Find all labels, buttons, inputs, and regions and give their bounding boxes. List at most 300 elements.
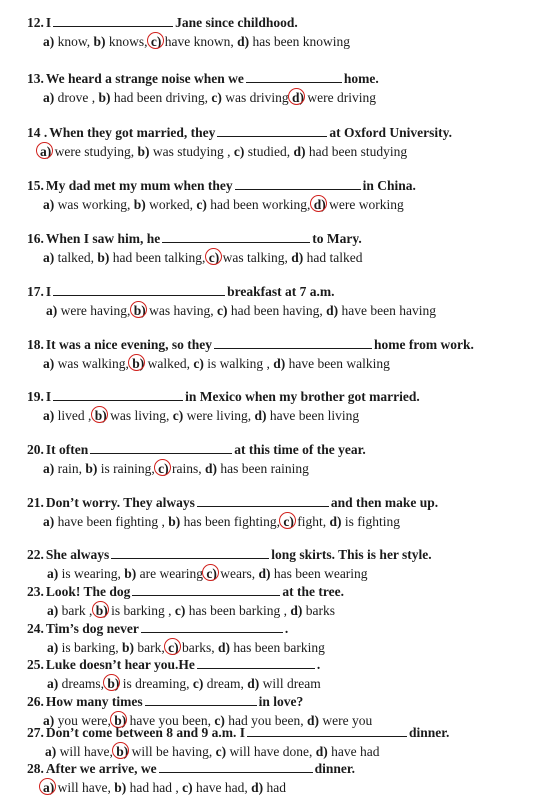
answer-blank [159, 760, 313, 773]
option-text: is fighting [344, 514, 400, 529]
answer-option [43, 461, 82, 476]
question-item [0, 336, 548, 372]
option-text: wears, [220, 566, 256, 581]
question-number: 17. [27, 284, 44, 299]
question-number: 28. [27, 761, 44, 776]
answer-option [43, 34, 90, 49]
answer-option-selected [116, 744, 212, 759]
answer-option-selected [283, 514, 326, 529]
option-text: has been barking [233, 640, 325, 655]
question-item [0, 620, 548, 656]
option-letter: b) [122, 640, 135, 655]
answer-options [43, 90, 548, 106]
question-text-before-blank: After we arrive, we [45, 761, 157, 776]
answer-option [273, 356, 390, 371]
option-letter: d) [329, 514, 342, 529]
option-letter: d) [306, 713, 319, 728]
answer-option [217, 303, 323, 318]
question-text-after-blank: home. [343, 71, 379, 86]
question-text-before-blank: It often [45, 442, 89, 457]
answer-option-selected [107, 676, 189, 691]
question-stem [27, 124, 548, 141]
option-letter: b) [97, 250, 110, 265]
question-stem [27, 494, 548, 511]
answer-option-selected [158, 461, 202, 476]
question-text-before-blank: Don’t worry. They always [45, 495, 195, 510]
question-stem [27, 283, 548, 300]
option-letter: c) [174, 603, 186, 618]
answer-option [47, 603, 92, 618]
answer-blank [111, 546, 269, 559]
option-text: rains, [172, 461, 202, 476]
question-text-after-blank: to Mary. [312, 231, 362, 246]
answer-option [85, 461, 154, 476]
answer-option-selected [132, 356, 190, 371]
answer-option [294, 144, 408, 159]
answer-options [43, 197, 548, 213]
answer-blank [246, 70, 342, 83]
question-text-after-blank: breakfast at 7 a.m. [227, 284, 335, 299]
question-text-before-blank: Don’t come between 8 and 9 a.m. I [45, 725, 245, 740]
option-text: dreams, [61, 676, 104, 691]
option-text: has been wearing [273, 566, 368, 581]
option-letter: a) [47, 676, 59, 691]
answer-option [175, 603, 287, 618]
answer-option [218, 640, 325, 655]
question-number: 12. [27, 15, 44, 30]
question-number: 25. [27, 657, 44, 672]
answer-option-selected [314, 197, 404, 212]
answer-blank [197, 656, 315, 669]
option-letter: d) [254, 408, 267, 423]
answer-option [290, 603, 335, 618]
question-number: 22. [27, 547, 44, 562]
question-text-before-blank: We heard a strange noise when we [45, 71, 244, 86]
question-number: 26. [27, 694, 44, 709]
question-text-before-blank: My dad met my mum when they [45, 178, 233, 193]
answer-option [291, 250, 362, 265]
option-text: barks [305, 603, 335, 618]
question-number: 15. [27, 178, 44, 193]
answer-options [43, 250, 548, 266]
answer-options [43, 514, 548, 530]
option-letter: d) [251, 780, 264, 795]
option-letter: d) [290, 603, 303, 618]
option-text: drove , [57, 90, 96, 105]
option-text: barks, [182, 640, 215, 655]
question-text-before-blank: When they got married, they [49, 125, 216, 140]
option-text: have known, [164, 34, 234, 49]
question-text-before-blank: It was a nice evening, so they [45, 337, 212, 352]
answer-option [43, 197, 130, 212]
option-text: is raining, [100, 461, 155, 476]
option-text: had been talking, [112, 250, 206, 265]
answer-blank [53, 14, 173, 27]
answer-option [173, 408, 251, 423]
question-number: 14 . [27, 125, 48, 140]
option-letter: b) [168, 514, 181, 529]
question-text-after-blank: at the tree. [282, 584, 344, 599]
answer-options [43, 34, 548, 50]
circled-option-letter: b) [133, 303, 146, 318]
answer-blank [132, 583, 280, 596]
option-letter: a) [43, 356, 55, 371]
answer-options [40, 144, 548, 160]
answer-option [43, 514, 165, 529]
answer-options [45, 744, 548, 760]
option-text: knows, [108, 34, 148, 49]
question-item [0, 177, 548, 213]
answer-option [45, 744, 113, 759]
option-text: will be having, [131, 744, 213, 759]
question-stem [27, 177, 548, 194]
answer-option [196, 197, 310, 212]
question-stem [27, 441, 548, 458]
option-text: talked, [57, 250, 94, 265]
option-letter: d) [293, 144, 306, 159]
question-text-after-blank: at Oxford University. [329, 125, 452, 140]
circled-option-letter: b) [94, 408, 107, 423]
answer-options [46, 303, 548, 319]
circled-option-letter: b) [116, 744, 129, 759]
option-text: have you been, [129, 713, 211, 728]
question-text-after-blank: and then make up. [330, 495, 439, 510]
option-letter: c) [214, 713, 225, 728]
answer-option [137, 144, 230, 159]
answer-option [43, 90, 95, 105]
option-letter: d) [205, 461, 218, 476]
question-number: 18. [27, 337, 44, 352]
question-text-after-blank: long skirts. This is her style. [271, 547, 432, 562]
answer-option [326, 303, 436, 318]
answer-option [43, 250, 94, 265]
option-text: bark , [61, 603, 93, 618]
answer-option [47, 676, 104, 691]
option-letter: b) [98, 90, 111, 105]
question-item [0, 283, 548, 319]
question-item [0, 546, 548, 582]
option-text: were having, [60, 303, 131, 318]
question-stem [27, 656, 548, 673]
answer-option-selected [40, 144, 134, 159]
answer-option [258, 566, 367, 581]
question-number: 23. [27, 584, 44, 599]
option-text: have had, [196, 780, 248, 795]
option-text: has been barking , [188, 603, 287, 618]
option-letter: b) [93, 34, 106, 49]
option-text: had had , [129, 780, 179, 795]
question-number: 20. [27, 442, 44, 457]
option-letter: d) [315, 744, 328, 759]
question-stem [27, 336, 548, 353]
option-text: worked, [149, 197, 194, 212]
option-letter: d) [258, 566, 271, 581]
option-text: will have, [57, 780, 111, 795]
option-text: is dreaming, [122, 676, 190, 691]
option-letter: a) [43, 197, 55, 212]
answer-option [237, 34, 350, 49]
question-number: 13. [27, 71, 44, 86]
circled-option-letter: c) [283, 514, 294, 529]
answer-option [216, 744, 313, 759]
answer-blank [217, 124, 327, 137]
answer-options [43, 356, 548, 372]
question-stem [27, 583, 548, 600]
answer-option-selected [96, 603, 172, 618]
option-letter: a) [47, 566, 59, 581]
answer-option [47, 640, 119, 655]
answer-option [47, 566, 121, 581]
option-letter: a) [43, 34, 55, 49]
answer-blank [197, 494, 329, 507]
option-text: was driving [225, 90, 289, 105]
answer-blank [141, 620, 283, 633]
option-text: has been fighting, [183, 514, 280, 529]
answer-option [43, 356, 129, 371]
answer-option [134, 197, 193, 212]
option-letter: d) [218, 640, 231, 655]
answer-options [43, 408, 548, 424]
circled-option-letter: d) [313, 197, 326, 212]
option-letter: c) [211, 90, 222, 105]
answer-option [99, 90, 209, 105]
option-text: lived , [57, 408, 92, 423]
answer-blank [53, 283, 225, 296]
option-letter: d) [291, 250, 304, 265]
option-text: were living, [186, 408, 252, 423]
question-stem [27, 620, 548, 637]
option-letter: b) [114, 780, 127, 795]
question-number: 19. [27, 389, 44, 404]
question-number: 24. [27, 621, 44, 636]
answer-option [193, 356, 270, 371]
option-letter: c) [196, 197, 207, 212]
option-letter: a) [47, 640, 59, 655]
option-text: will dream [262, 676, 321, 691]
option-letter: c) [172, 408, 184, 423]
question-text-after-blank: dinner. [314, 761, 355, 776]
question-text-after-blank: in Mexico when my brother got married. [185, 389, 420, 404]
option-letter: a) [43, 461, 55, 476]
answer-blank [162, 230, 310, 243]
question-text-before-blank: She always [45, 547, 110, 562]
option-text: were driving [307, 90, 376, 105]
option-letter: b) [124, 566, 137, 581]
option-text: were you [322, 713, 373, 728]
circled-option-letter: b) [132, 356, 145, 371]
answer-option [193, 676, 244, 691]
option-text: walked, [147, 356, 190, 371]
question-text-after-blank: . [284, 621, 289, 636]
option-text: is barking, [61, 640, 119, 655]
answer-options [47, 676, 548, 692]
option-text: have been fighting , [57, 514, 165, 529]
question-stem [27, 724, 548, 741]
option-text: was having, [149, 303, 214, 318]
option-letter: c) [217, 303, 228, 318]
option-text: had been driving, [113, 90, 208, 105]
option-letter: c) [215, 744, 227, 759]
question-item [0, 583, 548, 619]
question-text-after-blank: dinner. [408, 725, 450, 740]
answer-blank [145, 693, 257, 706]
question-text-before-blank: I [45, 389, 52, 404]
circled-option-letter: b) [95, 603, 108, 618]
option-letter: c) [182, 780, 193, 795]
answer-blank [235, 177, 361, 190]
option-text: have been living [269, 408, 360, 423]
answer-blank [214, 336, 372, 349]
answer-option [168, 514, 280, 529]
option-text: was studying , [152, 144, 231, 159]
circled-option-letter: a) [40, 144, 52, 159]
answer-options [43, 780, 548, 796]
circled-option-letter: c) [206, 566, 217, 581]
answer-option [316, 744, 380, 759]
option-letter: a) [43, 250, 55, 265]
circled-option-letter: d) [292, 90, 305, 105]
answer-option-selected [206, 566, 255, 581]
option-text: were working [329, 197, 404, 212]
question-stem [27, 230, 548, 247]
option-letter: d) [326, 303, 339, 318]
question-text-before-blank: I [45, 284, 52, 299]
answer-option [124, 566, 203, 581]
question-number: 16. [27, 231, 44, 246]
question-stem [27, 70, 548, 87]
option-text: fight, [297, 514, 327, 529]
question-stem [27, 14, 548, 31]
question-stem [27, 388, 548, 405]
option-letter: d) [273, 356, 286, 371]
option-letter: b) [133, 197, 146, 212]
answer-option-selected [292, 90, 376, 105]
answer-option [234, 144, 290, 159]
answer-option [247, 676, 321, 691]
option-text: has been raining [220, 461, 309, 476]
question-text-after-blank: home from work. [374, 337, 474, 352]
question-item [0, 441, 548, 477]
question-stem [27, 760, 548, 777]
option-text: have been walking [288, 356, 390, 371]
option-text: will have done, [229, 744, 313, 759]
option-text: have been having [341, 303, 436, 318]
question-stem [27, 693, 548, 710]
option-letter: b) [137, 144, 150, 159]
option-text: you were, [57, 713, 111, 728]
question-text-before-blank: When I saw him, he [45, 231, 161, 246]
question-text-after-blank: in love? [258, 694, 304, 709]
answer-blank [247, 724, 407, 737]
question-stem [27, 546, 548, 563]
answer-option-selected [168, 640, 215, 655]
answer-option-selected [151, 34, 234, 49]
option-letter: c) [233, 144, 245, 159]
option-letter: c) [193, 356, 204, 371]
answer-option [205, 461, 309, 476]
option-text: had been working, [210, 197, 311, 212]
option-text: has been knowing [252, 34, 351, 49]
option-letter: a) [47, 603, 59, 618]
option-text: studied, [247, 144, 291, 159]
question-text-before-blank: Luke doesn’t hear you.He [45, 657, 195, 672]
answer-option [97, 250, 205, 265]
question-text-after-blank: Jane since childhood. [175, 15, 298, 30]
circled-option-letter: c) [208, 250, 220, 265]
question-text-before-blank: Tim’s dog never [45, 621, 139, 636]
circled-option-letter: c) [150, 34, 162, 49]
answer-option-selected [134, 303, 214, 318]
question-text-before-blank: How many times [45, 694, 143, 709]
option-text: is barking , [111, 603, 172, 618]
answer-option-selected [95, 408, 170, 423]
circled-option-letter: b) [114, 713, 127, 728]
option-text: are wearing [139, 566, 203, 581]
option-text: was living, [110, 408, 170, 423]
option-text: had talked [306, 250, 363, 265]
answer-option [329, 514, 400, 529]
option-text: have had [331, 744, 380, 759]
option-text: were studying, [54, 144, 135, 159]
option-letter: c) [192, 676, 204, 691]
question-item [0, 724, 548, 760]
question-item [0, 124, 548, 160]
answer-option [94, 34, 148, 49]
option-text: was talking, [222, 250, 288, 265]
question-text-before-blank: Look! The dog [45, 584, 131, 599]
answer-options [47, 566, 548, 582]
question-item [0, 70, 548, 106]
option-letter: a) [43, 713, 55, 728]
question-text-after-blank: . [316, 657, 321, 672]
option-letter: b) [85, 461, 98, 476]
answer-option [43, 408, 91, 423]
option-letter: a) [46, 303, 58, 318]
question-text-after-blank: in China. [362, 178, 416, 193]
option-letter: d) [247, 676, 260, 691]
answer-options [47, 640, 548, 656]
question-item [0, 14, 548, 50]
question-text-after-blank: at this time of the year. [234, 442, 366, 457]
option-letter: a) [43, 408, 55, 423]
answer-options [47, 603, 548, 619]
answer-option [122, 640, 165, 655]
question-number: 21. [27, 495, 44, 510]
option-text: know, [57, 34, 91, 49]
option-letter: a) [43, 514, 55, 529]
circled-option-letter: a) [43, 780, 55, 795]
option-letter: a) [43, 90, 55, 105]
option-text: had [266, 780, 286, 795]
option-text: will have, [59, 744, 113, 759]
option-letter: d) [237, 34, 250, 49]
circled-option-letter: c) [168, 640, 179, 655]
answer-blank [90, 441, 232, 454]
option-text: was working, [57, 197, 131, 212]
question-item [0, 656, 548, 692]
circled-option-letter: c) [158, 461, 169, 476]
option-text: bark, [137, 640, 165, 655]
answer-option-selected [209, 250, 288, 265]
option-text: had been having, [230, 303, 323, 318]
answer-option [46, 303, 130, 318]
option-text: had you been, [228, 713, 304, 728]
question-item [0, 388, 548, 424]
question-item [0, 494, 548, 530]
question-item [0, 760, 548, 796]
option-text: rain, [57, 461, 82, 476]
option-text: is walking , [207, 356, 270, 371]
